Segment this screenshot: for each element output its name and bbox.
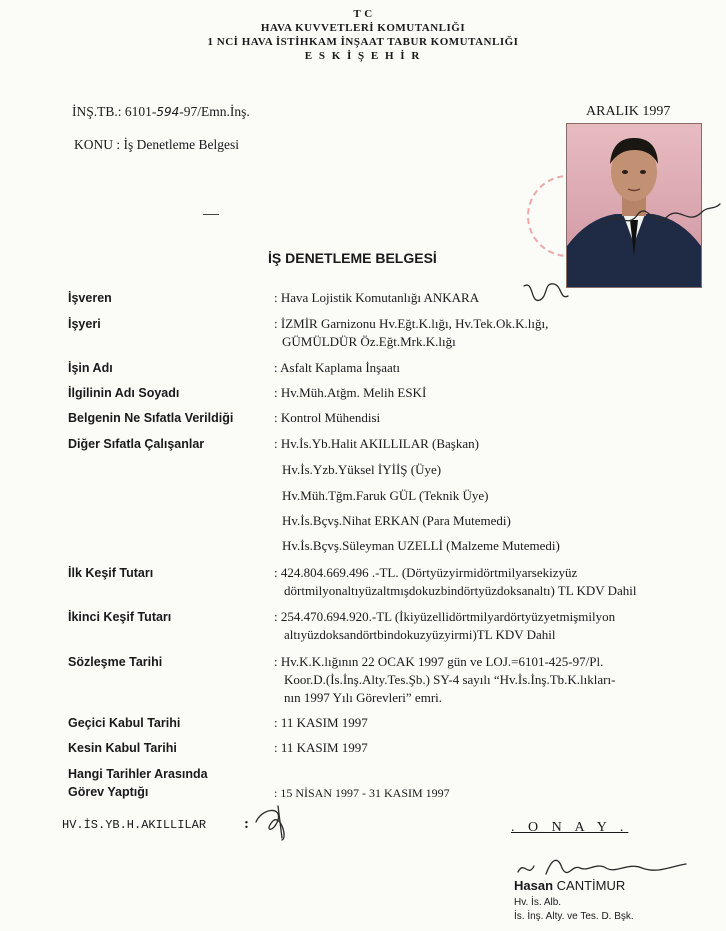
field-value-other-2: Hv.İs.Yzb.Yüksel İYİİŞ (Üye) bbox=[282, 462, 442, 477]
field-value-employer: : Hava Lojistik Komutanlığı ANKARA bbox=[274, 290, 480, 305]
divider-mark bbox=[203, 214, 219, 215]
document-title: İŞ DENETLEME BELGESİ bbox=[268, 250, 437, 266]
approval-name: Hasan CANTİMUR bbox=[514, 878, 626, 893]
approval-position: İs. İnş. Alty. ve Tes. D. Bşk. bbox=[514, 911, 634, 922]
header-command: HAVA KUVVETLERİ KOMUTANLIĞI bbox=[260, 22, 466, 34]
header-tc: T C bbox=[353, 8, 373, 20]
subject-line: KONU : İş Denetleme Belgesi bbox=[74, 137, 239, 152]
field-label-work-name: İşin Adı bbox=[68, 361, 113, 375]
field-value-work-name: : Asfalt Kaplama İnşaatı bbox=[274, 360, 400, 375]
signer-colon: : bbox=[244, 816, 249, 832]
field-value-final-acceptance: : 11 KASIM 1997 bbox=[274, 740, 368, 755]
field-value-capacity: : Kontrol Mühendisi bbox=[274, 410, 381, 425]
approval-title: . O N A Y . bbox=[511, 820, 629, 835]
field-value-temporary-acceptance: : 11 KASIM 1997 bbox=[274, 715, 368, 730]
signature-icon bbox=[520, 278, 570, 308]
field-label-first-estimate: İlk Keşif Tutarı bbox=[68, 566, 154, 580]
field-value-other-3: Hv.Müh.Tğm.Faruk GÜL (Teknik Üye) bbox=[282, 488, 489, 503]
signer-left: HV.İS.YB.H.AKILLILAR bbox=[62, 818, 207, 832]
field-label-temporary-acceptance: Geçici Kabul Tarihi bbox=[68, 716, 181, 730]
field-label-employer: İşveren bbox=[68, 291, 112, 305]
field-value-duty-period: : 15 NİSAN 1997 - 31 KASIM 1997 bbox=[274, 786, 450, 800]
field-value-first-estimate-1: : 424.804.669.496 .-TL. (Dörtyüzyirmidörtmilyarsekizyüz bbox=[274, 565, 578, 580]
reference-number: İNŞ.TB.: 6101-594-97/Emn.İnş. bbox=[72, 104, 250, 119]
signature-icon bbox=[598, 196, 724, 236]
field-label-others: Diğer Sıfatla Çalışanlar bbox=[68, 437, 205, 451]
field-label-workplace: İşyeri bbox=[68, 317, 101, 331]
header-city: E S K İ Ş E H İ R bbox=[304, 50, 422, 62]
field-value-contract-3: nın 1997 Yılı Görevleri” emri. bbox=[284, 690, 443, 705]
document-date: ARALIK 1997 bbox=[586, 104, 671, 119]
field-value-second-estimate-2: altıyüzdoksandörtbindokuzyüzyirmi)TL KDV Dahil bbox=[284, 627, 556, 642]
header-battalion: 1 NCİ HAVA İSTİHKAM İNŞAAT TABUR KOMUTANLIĞI bbox=[207, 36, 519, 48]
field-label-person: İlgilinin Adı Soyadı bbox=[68, 386, 180, 400]
field-value-contract-1: : Hv.K.K.lığının 22 OCAK 1997 gün ve LOJ.=6101-425-97/Pl. bbox=[274, 654, 604, 669]
field-label-duty-period-2: Görev Yaptığı bbox=[68, 785, 149, 799]
field-value-other-1: : Hv.İs.Yb.Halit AKILLILAR (Başkan) bbox=[274, 436, 479, 451]
approval-rank: Hv. İs. Alb. bbox=[514, 897, 562, 908]
field-value-other-4: Hv.İs.Bçvş.Nihat ERKAN (Para Mutemedi) bbox=[282, 513, 511, 528]
field-label-duty-period-1: Hangi Tarihler Arasında bbox=[68, 767, 208, 781]
field-label-contract-date: Sözleşme Tarihi bbox=[68, 655, 163, 669]
handwritten-number: 594 bbox=[156, 105, 180, 119]
field-value-other-5: Hv.İs.Bçvş.Süleyman UZELLİ (Malzeme Mutemedi) bbox=[282, 538, 560, 553]
field-value-workplace-2: GÜMÜLDÜR Öz.Eğt.Mrk.K.lığı bbox=[282, 334, 456, 349]
field-label-capacity: Belgenin Ne Sıfatla Verildiği bbox=[68, 411, 234, 425]
field-value-person: : Hv.Müh.Atğm. Melih ESKİ bbox=[274, 385, 427, 400]
field-value-second-estimate-1: : 254.470.694.920.-TL (İkiyüzellidörtmilyardörtyüzyetmişmilyon bbox=[274, 609, 616, 624]
field-value-contract-2: Koor.D.(İs.İnş.Alty.Tes.Şb.) SY-4 sayılı “Hv.İs.İnş.Tb.K.lıkları- bbox=[284, 672, 616, 687]
field-label-final-acceptance: Kesin Kabul Tarihi bbox=[68, 741, 177, 755]
field-label-second-estimate: İkinci Keşif Tutarı bbox=[68, 610, 172, 624]
field-value-first-estimate-2: dörtmilyonaltıyüzaltmışdokuzbindörtyüzdoksanaltı) TL KDV Dahil bbox=[284, 583, 637, 598]
field-value-workplace-1: : İZMİR Garnizonu Hv.Eğt.K.lığı, Hv.Tek.Ok.K.lığı, bbox=[274, 316, 549, 331]
signature-icon bbox=[252, 802, 302, 842]
